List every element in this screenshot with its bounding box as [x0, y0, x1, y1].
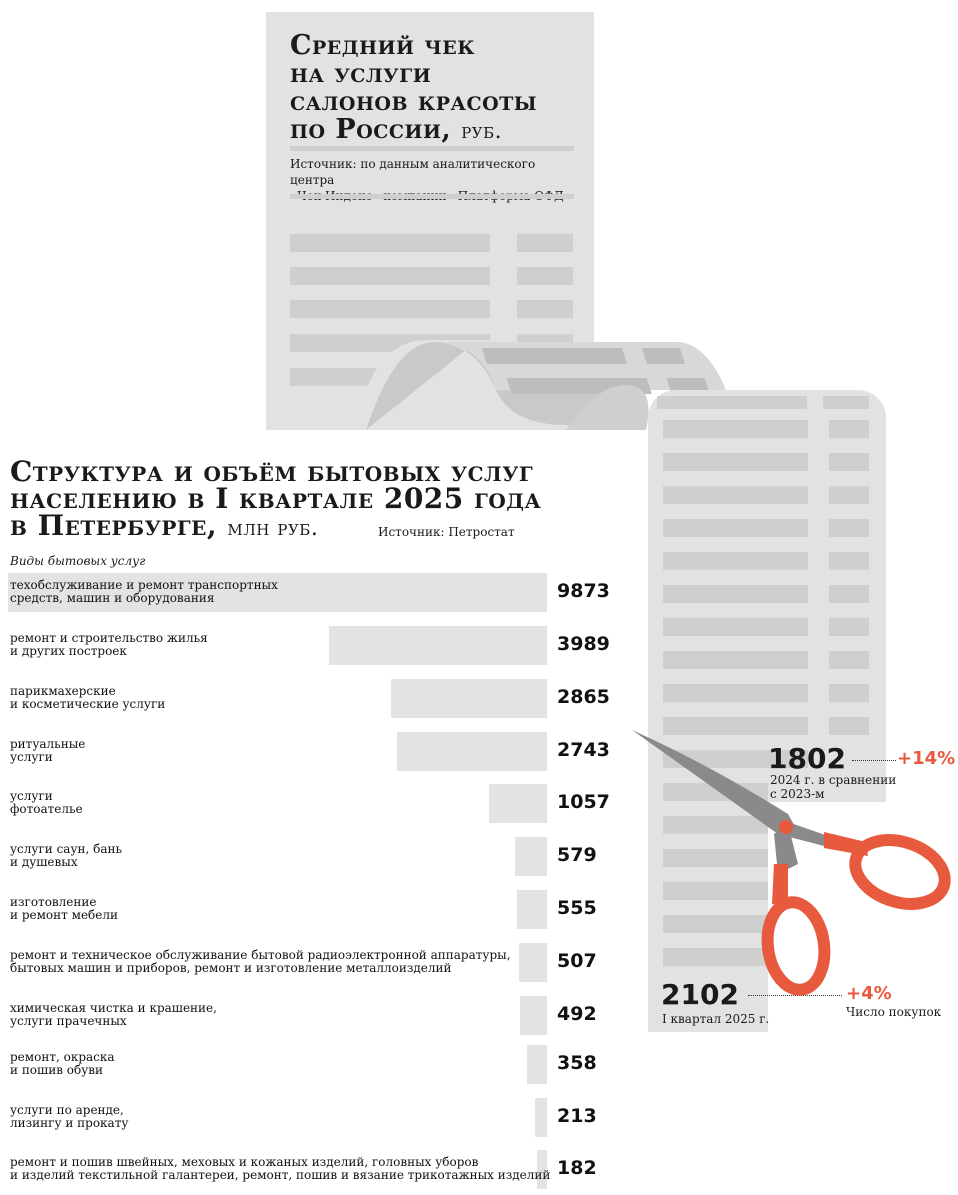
bar — [527, 1045, 547, 1084]
receipt-line — [829, 585, 869, 603]
receipt-rule — [290, 194, 574, 199]
receipt-line — [829, 420, 869, 438]
receipt-line — [829, 618, 869, 636]
receipt-line — [663, 519, 808, 537]
scissors-icon — [628, 724, 958, 1000]
bar — [329, 626, 547, 665]
bar — [517, 890, 547, 929]
bar — [489, 784, 547, 823]
receipt-zigzag-bottom — [648, 1028, 768, 1036]
indicator-caption-2024: 2024 г. в сравнении с 2023-м — [770, 773, 897, 801]
receipt-line — [663, 420, 808, 438]
category-label: химическая чистка и крашение, услуги прачечных — [10, 1001, 217, 1028]
indicator-value-q1: 2102 — [661, 978, 739, 1011]
receipt-zigzag-edge — [266, 8, 594, 16]
bar — [519, 943, 547, 982]
bar — [391, 679, 547, 718]
bar — [397, 732, 547, 771]
receipt-line — [517, 300, 573, 318]
value-label: 9873 — [557, 580, 610, 602]
category-label: услуги по аренде, лизингу и прокату — [10, 1103, 129, 1130]
receipt-line — [829, 453, 869, 471]
value-label: 3989 — [557, 633, 610, 655]
receipt-line — [663, 651, 808, 669]
value-label: 213 — [557, 1105, 597, 1127]
value-label: 555 — [557, 897, 597, 919]
receipt-line — [663, 486, 808, 504]
indicator-change-2024: +14% — [897, 748, 956, 769]
category-label: ремонт и пошив швейных, меховых и кожаных изделий, головных уборов и изделий текстильной галантереи, ремонт, пошив и вязание трикотажных изделий — [10, 1155, 551, 1182]
indicator-caption-q1: I квартал 2025 г. — [662, 1012, 770, 1026]
category-label: ремонт и строительство жилья и других построек — [10, 631, 208, 658]
category-label: услуги фотоателье — [10, 789, 83, 816]
value-label: 1057 — [557, 791, 610, 813]
category-label: парикмахерские и косметические услуги — [10, 684, 166, 711]
value-label: 182 — [557, 1157, 597, 1179]
receipt-line — [829, 552, 869, 570]
bar — [535, 1098, 547, 1137]
value-label: 2743 — [557, 739, 610, 761]
value-label: 579 — [557, 844, 597, 866]
receipt-line — [290, 234, 490, 252]
top-receipt-source: Источник: по данным аналитического центра — [290, 157, 536, 187]
receipt-line — [290, 267, 490, 285]
value-label: 2865 — [557, 686, 610, 708]
receipt-line — [829, 651, 869, 669]
category-label: услуги саун, бань и душевых — [10, 842, 123, 869]
purchases-label: Число покупок — [846, 1005, 942, 1019]
receipt-line — [657, 396, 807, 409]
category-label: ремонт и техническое обслуживание бытовой радиоэлектронной аппаратуры, бытовых машин и приборов, ремонт и изготовление металлоизделий — [10, 948, 511, 975]
receipt-line — [829, 486, 869, 504]
category-label: изготовление и ремонт мебели — [10, 895, 118, 922]
value-label: 358 — [557, 1052, 597, 1074]
indicator-value-2024: 1802 — [768, 742, 846, 775]
receipt-rule — [290, 146, 574, 151]
category-label: техобслуживание и ремонт транспортных средств, машин и оборудования — [10, 578, 278, 605]
category-axis-label: Виды бытовых услуг — [10, 554, 146, 568]
receipt-line — [290, 300, 490, 318]
receipt-line — [663, 684, 808, 702]
receipt-line — [663, 453, 808, 471]
value-label: 507 — [557, 950, 597, 972]
receipt-line — [517, 267, 573, 285]
receipt-line — [663, 585, 808, 603]
receipt-line — [663, 618, 808, 636]
top-receipt-title: Средний чек на услуги салонов красоты по России, руб. — [290, 30, 538, 145]
category-label: ритуальные услуги — [10, 737, 86, 764]
receipt-line — [663, 552, 808, 570]
indicator-change-q1: +4% — [846, 983, 892, 1004]
chart-source: Источник: Петростат — [378, 525, 515, 539]
bar — [515, 837, 547, 876]
receipt-line — [829, 519, 869, 537]
value-label: 492 — [557, 1003, 597, 1025]
bar — [520, 996, 547, 1035]
receipt-line — [829, 684, 869, 702]
chart-title: Структура и объём бытовых услуг населению в I квартале 2025 года в Петербурге, млн руб. — [10, 455, 542, 542]
receipt-line — [823, 396, 869, 409]
receipt-line — [517, 234, 573, 252]
category-label: ремонт, окраска и пошив обуви — [10, 1050, 115, 1077]
